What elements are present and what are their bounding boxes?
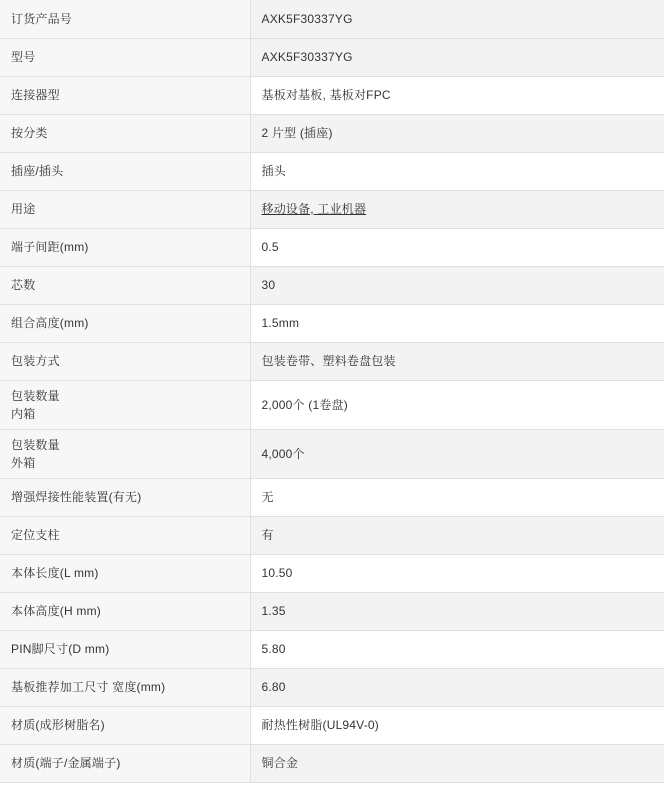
spec-value-cell [250,0,664,38]
table-row [0,744,664,782]
table-row [0,429,664,478]
table-row [0,0,664,38]
spec-label-subtext: 内箱 [11,406,36,421]
spec-value-cell [250,114,664,152]
spec-value-cell [250,668,664,706]
spec-label-text: 组合高度(mm) [11,316,89,330]
spec-value-cell [250,744,664,782]
spec-label-cell [0,190,250,228]
spec-label-text: 芯数 [11,278,36,292]
spec-value-text[interactable]: 移动设备, 工业机器 [261,202,367,216]
table-row [0,38,664,76]
spec-label-text: 包装方式 [11,354,60,368]
spec-label-text: 包装数量 [11,388,60,403]
table-row [0,342,664,380]
spec-value-text: 30 [261,278,276,292]
spec-label-text: 材质(端子/金属端子) [11,756,121,770]
spec-label-text: 用途 [11,202,36,216]
spec-label-text: 增强焊接性能装置(有无) [11,490,142,504]
spec-value-cell [250,380,664,429]
spec-value-text: AXK5F30337YG [261,50,353,64]
spec-label-cell [0,304,250,342]
spec-value-text: 包装卷带、塑料卷盘包装 [261,354,396,368]
spec-value-text: 1.35 [261,604,286,618]
table-row [0,706,664,744]
spec-value-cell [250,152,664,190]
spec-value-text: 无 [261,490,274,504]
spec-label-text: 基板推荐加工尺寸 宽度(mm) [11,680,166,694]
spec-label-cell [0,76,250,114]
spec-value-cell [250,478,664,516]
spec-value-cell [250,516,664,554]
spec-value-text: 插头 [261,164,286,178]
table-row [0,266,664,304]
spec-label-text: 型号 [11,50,36,64]
spec-label-cell [0,228,250,266]
spec-label-text: 本体长度(L mm) [11,566,99,580]
table-row [0,228,664,266]
spec-value-text: 耐热性树脂(UL94V-0) [261,718,379,732]
spec-value-text: 4,000个 [261,446,305,461]
spec-value-text: 2 片型 (插座) [261,126,333,140]
spec-value-text: 0.5 [261,240,279,254]
table-row [0,380,664,429]
spec-label-cell [0,380,250,429]
spec-value-text: 10.50 [261,566,293,580]
table-row [0,554,664,592]
spec-value-text: 有 [261,528,274,542]
spec-label-cell [0,429,250,478]
spec-value-text: 5.80 [261,642,286,656]
spec-label-cell [0,114,250,152]
spec-label-subtext: 外箱 [11,455,36,470]
spec-label-text: PIN脚尺寸(D mm) [11,642,110,656]
table-row [0,304,664,342]
spec-value-text: AXK5F30337YG [261,11,353,26]
spec-label-text: 插座/插头 [11,164,64,178]
spec-label-text: 连接器型 [11,88,60,102]
spec-value-cell [250,592,664,630]
spec-value-text: 1.5mm [261,316,300,330]
spec-label-text: 定位支柱 [11,528,60,542]
spec-value-cell [250,429,664,478]
spec-value-cell [250,342,664,380]
spec-label-cell [0,630,250,668]
table-row [0,630,664,668]
table-row [0,516,664,554]
spec-label-text: 包装数量 [11,437,60,452]
spec-label-cell [0,668,250,706]
spec-value-text: 6.80 [261,680,286,694]
spec-label-cell [0,266,250,304]
table-row [0,668,664,706]
spec-label-cell [0,706,250,744]
spec-value-cell [250,266,664,304]
spec-label-cell [0,152,250,190]
spec-value-cell [250,304,664,342]
spec-value-cell [250,190,664,228]
spec-label-cell [0,38,250,76]
spec-label-text: 材质(成形树脂名) [11,718,105,732]
spec-value-text: 2,000个 (1卷盘) [261,397,348,412]
table-row [0,114,664,152]
table-row [0,478,664,516]
table-row [0,76,664,114]
table-row [0,190,664,228]
spec-value-cell [250,630,664,668]
table-row [0,592,664,630]
spec-label-cell [0,592,250,630]
spec-label-cell [0,342,250,380]
spec-value-cell [250,228,664,266]
spec-value-text: 基板对基板, 基板对FPC [261,88,391,102]
table-row [0,152,664,190]
spec-label-cell [0,478,250,516]
spec-label-text: 本体高度(H mm) [11,604,101,618]
spec-value-cell [250,554,664,592]
spec-label-cell [0,744,250,782]
spec-label-cell [0,554,250,592]
spec-label-text: 端子间距(mm) [11,240,89,254]
spec-value-cell [250,706,664,744]
spec-label-cell [0,516,250,554]
spec-value-cell [250,76,664,114]
spec-label-text: 按分类 [11,126,48,140]
spec-label-cell [0,0,250,38]
spec-label-text: 订货产品号 [11,11,73,26]
spec-value-text: 铜合金 [261,756,299,770]
spec-value-cell [250,38,664,76]
